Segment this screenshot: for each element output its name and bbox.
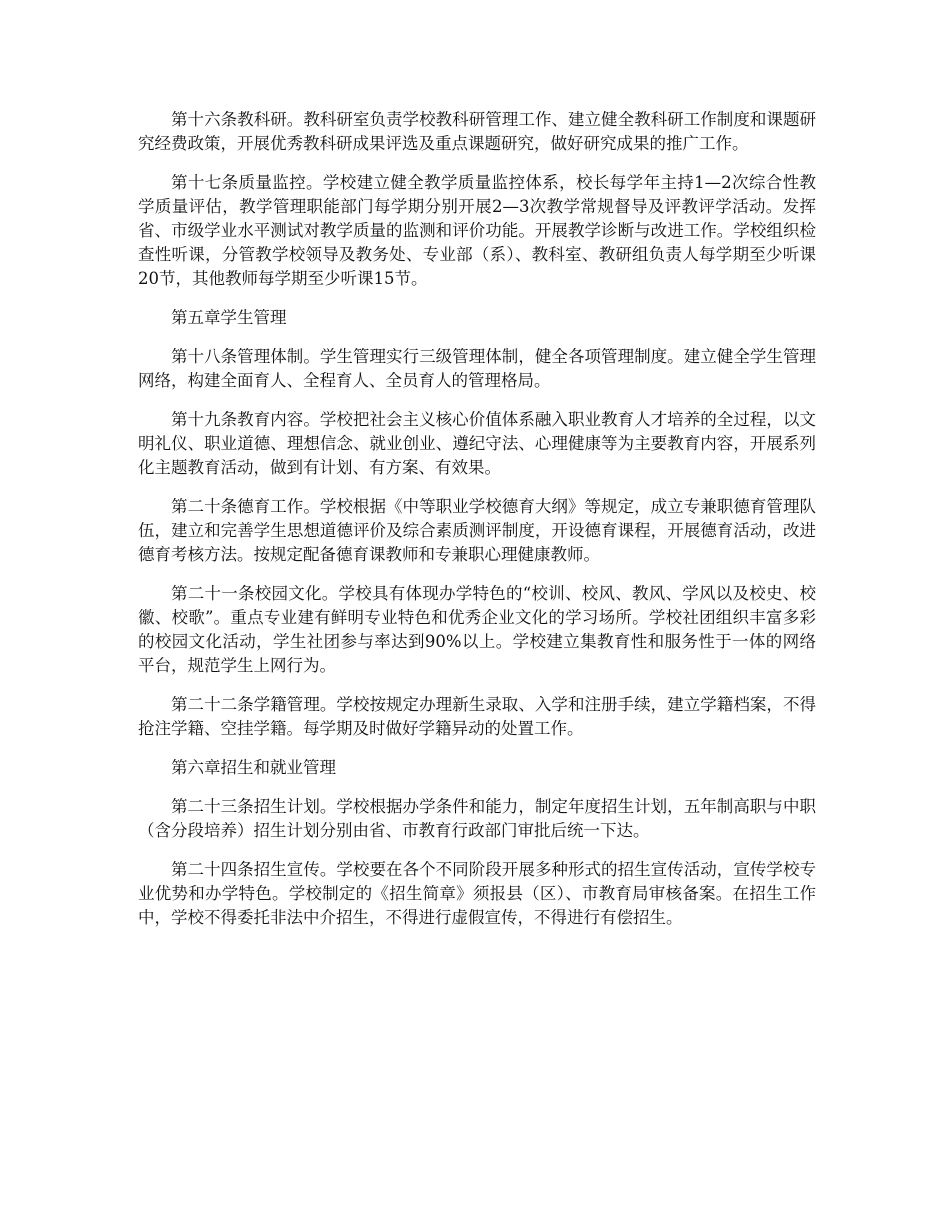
article-17-paragraph: 第十七条质量监控。学校建立健全教学质量监控体系，校长每学年主持1—2次综合性教学质量评估，教学管理职能部门每学期分别开展2—3次教学常规督导及评教评学活动。发挥省、市级学业水平测试对教学质量的监测和评价功能。开展教学诊断与改进工作。学校组织检查性听课，分管教学校领导及教务处、专业部（系）、教科室、教研组负责人每学期至少听课20节，其他教师每学期至少听课15节。 (138, 173, 816, 288)
article-24-paragraph: 第二十四条招生宣传。学校要在各个不同阶段开展多种形式的招生宣传活动，宣传学校专业优势和办学特色。学校制定的《招生简章》须报县（区）、市教育局审核备案。在招生工作中，学校不得委托非法中介招生，不得进行虚假宣传，不得进行有偿招生。 (138, 860, 816, 927)
article-21-paragraph: 第二十一条校园文化。学校具有体现办学特色的“校训、校风、教风、学风以及校史、校徽、校歌”。重点专业建有鲜明专业特色和优秀企业文化的学习场所。学校社团组织丰富多彩的校园文化活动，学生社团参与率达到90%以上。学校建立集教育性和服务性于一体的网络平台，规范学生上网行为。 (138, 584, 816, 675)
article-19-paragraph: 第十九条教育内容。学校把社会主义核心价值体系融入职业教育人才培养的全过程，以文明礼仪、职业道德、理想信念、就业创业、遵纪守法、心理健康等为主要教育内容，开展系列化主题教育活动，做到有计划、有方案、有效果。 (138, 410, 816, 477)
chapter-6-heading: 第六章招生和就业管理 (171, 758, 336, 777)
chapter-5-heading: 第五章学生管理 (171, 308, 287, 327)
article-18-paragraph: 第十八条管理体制。学生管理实行三级管理体制，健全各项管理制度。建立健全学生管理网络，构建全面育人、全程育人、全员育人的管理格局。 (138, 347, 816, 390)
article-16-paragraph: 第十六条教科研。教科研室负责学校教科研管理工作、建立健全教科研工作制度和课题研究经费政策，开展优秀教科研成果评选及重点课题研究，做好研究成果的推广工作。 (138, 110, 816, 153)
article-20-paragraph: 第二十条德育工作。学校根据《中等职业学校德育大纲》等规定，成立专兼职德育管理队伍，建立和完善学生思想道德评价及综合素质测评制度，开设德育课程，开展德育活动，改进德育考核方法。按规定配备德育课教师和专兼职心理健康教师。 (138, 497, 816, 564)
article-23-paragraph: 第二十三条招生计划。学校根据办学条件和能力，制定年度招生计划，五年制高职与中职（含分段培养）招生计划分别由省、市教育行政部门审批后统一下达。 (138, 797, 816, 840)
article-22-paragraph: 第二十二条学籍管理。学校按规定办理新生录取、入学和注册手续，建立学籍档案，不得抢注学籍、空挂学籍。每学期及时做好学籍异动的处置工作。 (138, 695, 816, 738)
document-page (138, 108, 816, 945)
